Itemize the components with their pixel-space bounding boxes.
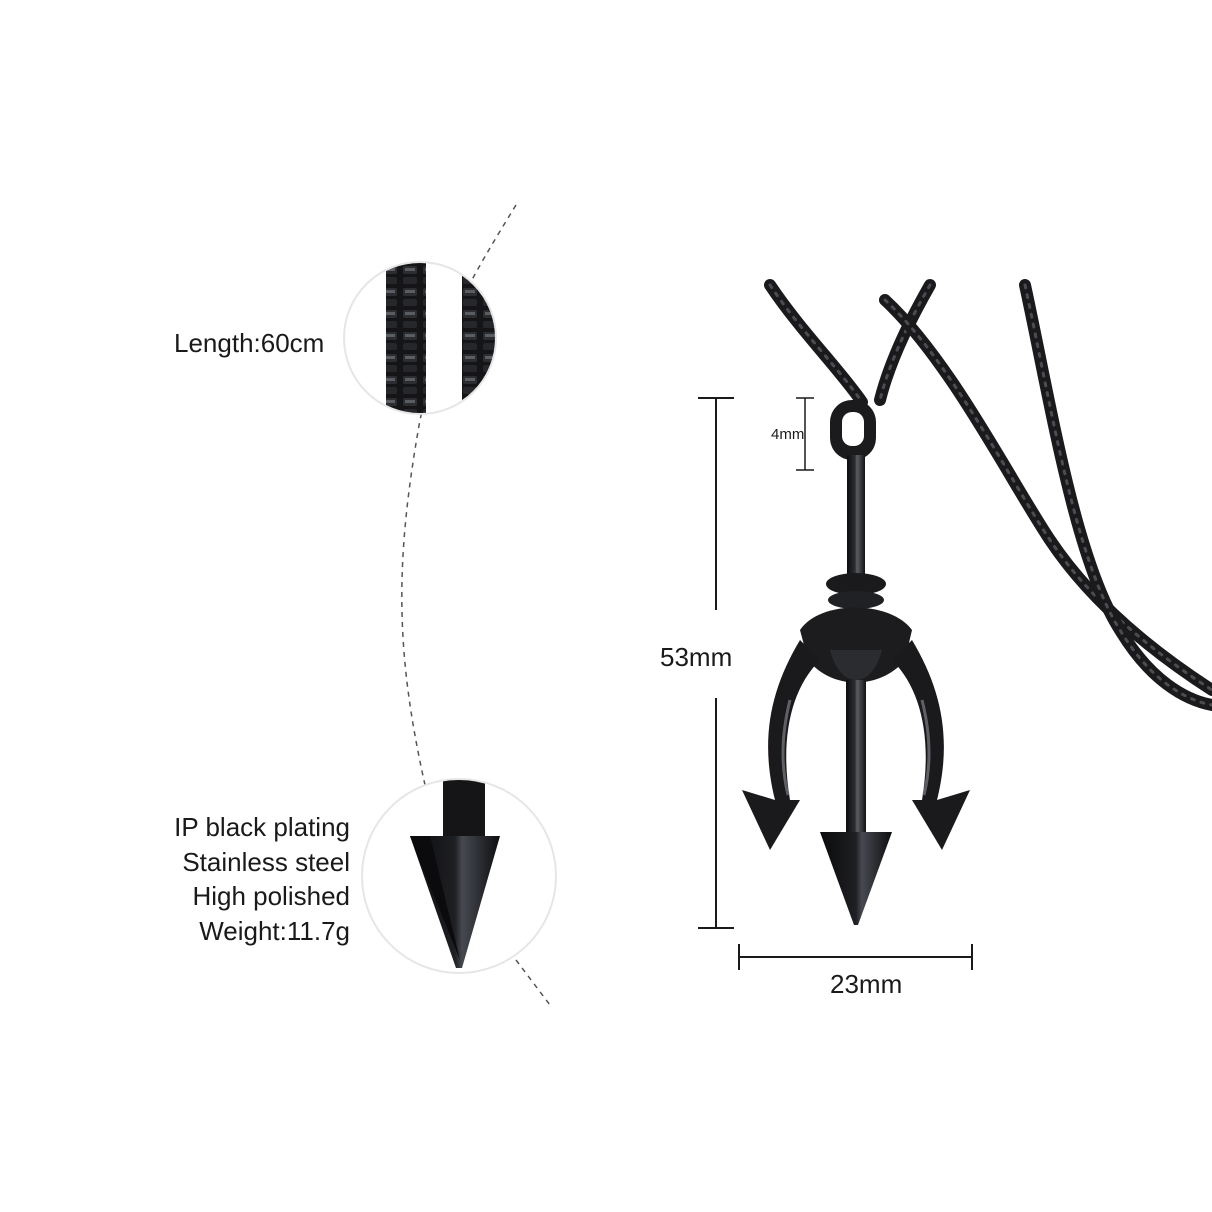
connector-curve-bottom [516,960,550,1005]
spec-list [174,810,350,948]
tip-detail-circle [362,770,556,973]
height-dimension-label: 53mm [660,642,733,672]
bail-dimension-label: 4mm [771,426,805,443]
chain-detail-circle [344,240,502,440]
chain-length-label: Length:60cm [174,328,325,358]
trident-pendant [742,400,970,925]
spec-finish: High polished [192,881,350,911]
spec-plating: IP black plating [174,812,350,842]
spec-weight: Weight:11.7g [199,915,350,946]
width-dimension-label: 23mm [830,969,903,999]
spec-material: Stainless steel [182,846,350,877]
